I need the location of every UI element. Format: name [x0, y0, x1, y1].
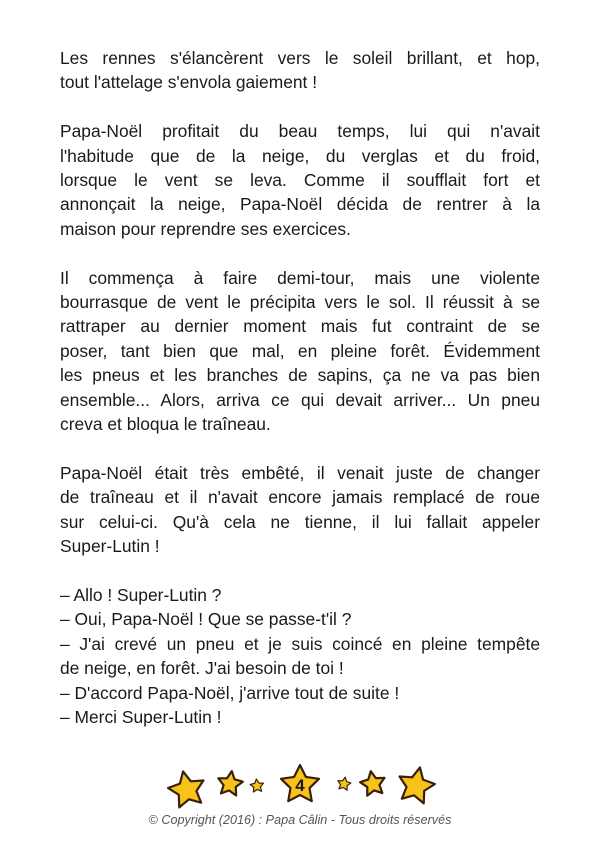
- star-icon: [393, 763, 439, 809]
- copyright-notice: [0, 813, 600, 827]
- dialogue-line: de neige, en forêt. J'ai besoin de toi !: [60, 658, 344, 679]
- star-shape: [338, 777, 351, 790]
- text-line: tout l'attelage s'envola gaiement !: [60, 72, 318, 93]
- text-line: rattraper au dernier moment mais fut contraint de se: [60, 316, 540, 337]
- star-icon: [333, 773, 355, 795]
- text-line: de traîneau et il n'avait encore jamais remplacé de roue: [60, 487, 540, 508]
- text-line: lorsque le vent se leva. Comme il soufflait fort et: [60, 170, 540, 191]
- text-line: Papa-Noël profitait du beau temps, lui qui n'avait: [60, 121, 540, 142]
- star-icon: [213, 767, 247, 801]
- text-line: Les rennes s'élancèrent vers le soleil brillant, et hop,: [60, 48, 540, 68]
- text-line: les pneus et les branches de sapins, ça ne va pas bien: [60, 365, 540, 386]
- dialogue-line: – J'ai crevé un pneu et je suis coincé en pleine tempête: [60, 633, 540, 654]
- text-line: Papa-Noël était très embêté, il venait juste de changer: [60, 462, 540, 483]
- dialogue-line: – Oui, Papa-Noël ! Que se passe-t'il ?: [60, 609, 352, 630]
- text-line: Super-Lutin !: [60, 536, 160, 557]
- copyright-text: Copyright (2016) : Papa Câlin - Tous droits réservés: [161, 813, 452, 827]
- dialogue-line: – Allo ! Super-Lutin ?: [60, 584, 222, 605]
- star-shape: [218, 771, 242, 795]
- star-icon: [356, 767, 390, 801]
- dialogue: [60, 583, 540, 729]
- star-shape: [360, 771, 384, 795]
- text-line: annonçait la neige, Papa-Noël décida de rentrer à la: [60, 194, 540, 215]
- paragraph-3: [60, 266, 540, 437]
- star-decoration: [0, 760, 600, 810]
- story-page: [60, 46, 540, 729]
- text-line: maison pour reprendre ses exercices.: [60, 218, 351, 239]
- dialogue-line: – D'accord Papa-Noël, j'arrive tout de suite !: [60, 682, 400, 703]
- dialogue-line: – Merci Super-Lutin !: [60, 706, 222, 727]
- star-shape: [250, 779, 263, 792]
- star-shape: [168, 771, 203, 807]
- star-icon: [246, 775, 268, 797]
- paragraph-2: [60, 119, 540, 241]
- page-number-star-icon: [276, 761, 324, 809]
- paragraph-1: [60, 46, 540, 95]
- star-icon: [164, 767, 210, 813]
- copyright-symbol: ©: [148, 813, 158, 827]
- text-line: sur celui-ci. Qu'à cela ne tienne, il lui fallait appeler: [60, 511, 540, 532]
- text-line: l'habitude que de la neige, du verglas et du froid,: [60, 145, 540, 166]
- text-line: ensemble... Alors, arriva ce qui devait arriver... Un pneu: [60, 389, 540, 410]
- paragraph-4: [60, 461, 540, 559]
- star-shape: [400, 767, 435, 803]
- text-line: Il commença à faire demi-tour, mais une violente: [60, 267, 540, 288]
- text-line: bourrasque de vent le précipita vers le sol. Il réussit à se: [60, 292, 540, 313]
- text-line: creva et bloqua le traîneau.: [60, 414, 271, 435]
- page-number: 4: [295, 776, 305, 795]
- text-line: poser, tant bien que mal, en pleine forêt. Évidemment: [60, 340, 540, 361]
